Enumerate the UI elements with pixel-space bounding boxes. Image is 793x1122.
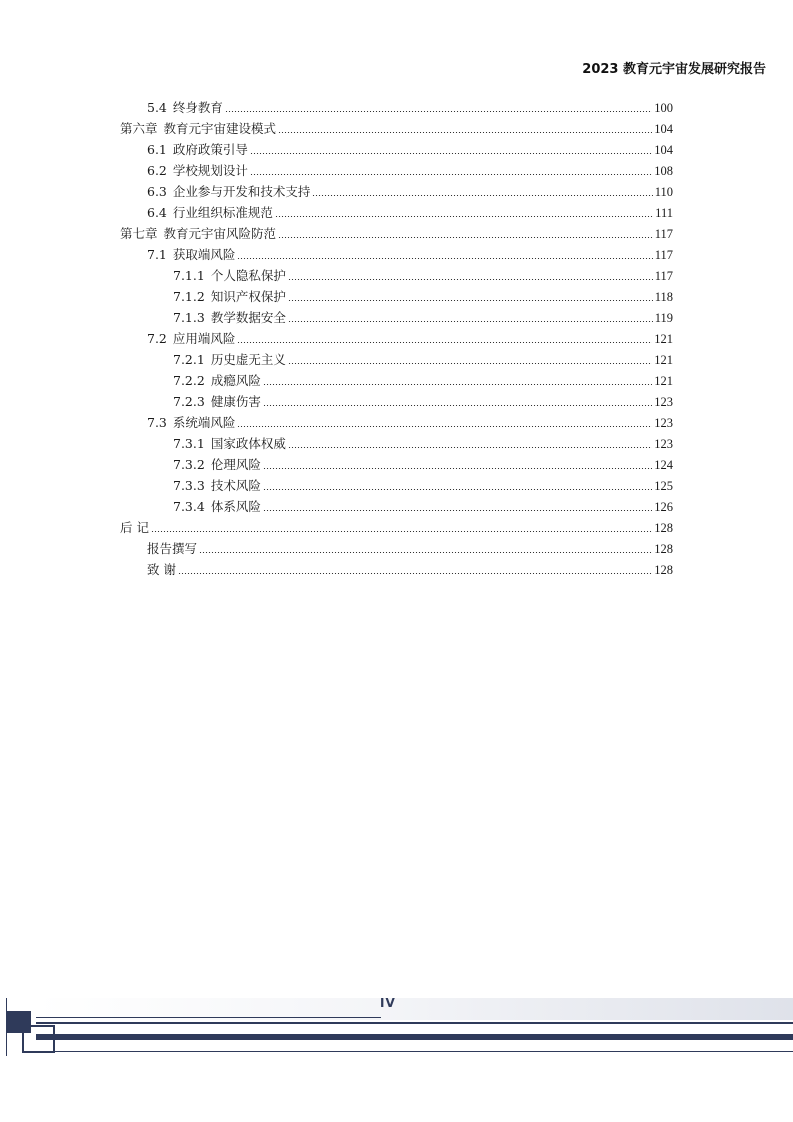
toc-page-number: 128 xyxy=(654,521,673,535)
toc-entry-number: 7.2.1 xyxy=(173,352,205,367)
toc-page-number: 121 xyxy=(654,374,673,388)
toc-entry-number: 6.3 xyxy=(147,184,167,199)
toc-page-number: 117 xyxy=(654,269,673,283)
toc-leader-dots xyxy=(199,552,652,553)
toc-entry-6-3[interactable] xyxy=(147,181,673,202)
toc-entry-7-2-2[interactable] xyxy=(173,370,673,391)
toc-entry-title: 成瘾风险 xyxy=(210,373,261,388)
toc-entry-chapter-7[interactable] xyxy=(120,223,673,244)
toc-leader-dots xyxy=(288,300,653,301)
toc-entry-number: 5.4 xyxy=(147,100,167,115)
running-header-title: 2023 教育元宇宙发展研究报告 xyxy=(582,62,766,77)
toc-entry-title: 致 谢 xyxy=(147,562,176,577)
toc-entry-7-2-1[interactable] xyxy=(173,349,673,370)
toc-entry-7-3-4[interactable] xyxy=(173,496,673,517)
toc-entry-title: 国家政体权威 xyxy=(210,436,286,451)
toc-leader-dots xyxy=(288,321,653,322)
toc-leader-dots xyxy=(288,363,652,364)
toc-entry-title: 获取端风险 xyxy=(172,247,236,262)
toc-entry-7-1-1[interactable] xyxy=(173,265,673,286)
toc-entry-title: 教育元宇宙风险防范 xyxy=(163,226,277,241)
toc-entry-6-1[interactable] xyxy=(147,139,673,160)
toc-entry-title: 伦理风险 xyxy=(210,457,261,472)
toc-entry-title: 健康伤害 xyxy=(210,394,261,409)
toc-entry-title: 体系风险 xyxy=(210,499,261,514)
toc-page-number: 108 xyxy=(654,164,673,178)
toc-entry-7-3[interactable] xyxy=(147,412,673,433)
toc-entry-number: 7.2 xyxy=(147,331,167,346)
toc-leader-dots xyxy=(263,468,652,469)
toc-leader-dots xyxy=(288,279,653,280)
toc-leader-dots xyxy=(263,384,652,385)
toc-entry-title: 知识产权保护 xyxy=(210,289,286,304)
toc-entry-title: 报告撰写 xyxy=(147,541,198,556)
toc-entry-number: 7.1 xyxy=(147,247,167,262)
toc-entry-7-1-2[interactable] xyxy=(173,286,673,307)
toc-page-number: 117 xyxy=(654,227,673,241)
toc-page-number: 100 xyxy=(654,101,673,115)
toc-leader-dots xyxy=(237,258,652,259)
toc-entry-7-3-3[interactable] xyxy=(173,475,673,496)
toc-page-number: 111 xyxy=(655,206,673,220)
toc-entry-number: 7.3.2 xyxy=(173,457,205,472)
toc-entry-7-3-2[interactable] xyxy=(173,454,673,475)
toc-entry-number: 6.4 xyxy=(147,205,167,220)
toc-entry-afterword[interactable] xyxy=(120,517,673,538)
toc-page-number: 123 xyxy=(654,395,673,409)
toc-entry-title: 学校规划设计 xyxy=(172,163,248,178)
page-number: IV xyxy=(380,996,396,1010)
toc-leader-dots xyxy=(275,216,653,217)
toc-leader-dots xyxy=(250,153,652,154)
toc-entry-title: 后 记 xyxy=(120,520,149,535)
toc-page-number: 128 xyxy=(654,563,673,577)
toc-entry-title: 企业参与开发和技术支持 xyxy=(172,184,311,199)
toc-page-number: 118 xyxy=(654,290,673,304)
toc-leader-dots xyxy=(278,132,652,133)
toc-entry-number: 7.1.1 xyxy=(173,268,205,283)
toc-entry-number: 6.2 xyxy=(147,163,167,178)
toc-entry-title: 政府政策引导 xyxy=(172,142,248,157)
toc-entry-number: 第七章 xyxy=(120,226,158,241)
footer-outline-square-decoration xyxy=(22,1025,55,1053)
toc-page-number: 104 xyxy=(654,122,673,136)
toc-leader-dots xyxy=(263,510,652,511)
footer-rule-thin xyxy=(36,1017,381,1018)
toc-entry-title: 应用端风险 xyxy=(172,331,236,346)
toc-entry-title: 历史虚无主义 xyxy=(210,352,286,367)
toc-entry-chapter-6[interactable] xyxy=(120,118,673,139)
toc-leader-dots xyxy=(250,174,652,175)
toc-leader-dots xyxy=(278,237,653,238)
toc-entry-number: 6.1 xyxy=(147,142,167,157)
toc-entry-acknowledgements[interactable] xyxy=(147,559,673,580)
toc-entry-title: 教学数据安全 xyxy=(210,310,286,325)
toc-entry-title: 个人隐私保护 xyxy=(210,268,286,283)
toc-page-number: 128 xyxy=(654,542,673,556)
toc-leader-dots xyxy=(312,195,652,196)
toc-page-number: 119 xyxy=(654,311,673,325)
toc-page-number: 121 xyxy=(654,353,673,367)
toc-entry-number: 7.3.1 xyxy=(173,436,205,451)
toc-leader-dots xyxy=(237,426,652,427)
toc-page-number: 124 xyxy=(654,458,673,472)
footer-dark-band xyxy=(36,1034,793,1040)
toc-entry-6-2[interactable] xyxy=(147,160,673,181)
toc-entry-number: 7.1.3 xyxy=(173,310,205,325)
toc-entry-title: 终身教育 xyxy=(172,100,223,115)
toc-entry-7-1[interactable] xyxy=(147,244,673,265)
toc-entry-title: 教育元宇宙建设模式 xyxy=(163,121,277,136)
toc-page-number: 110 xyxy=(654,185,673,199)
toc-entry-5-4[interactable] xyxy=(147,97,673,118)
toc-entry-number: 7.1.2 xyxy=(173,289,205,304)
toc-leader-dots xyxy=(263,405,652,406)
toc-page-number: 104 xyxy=(654,143,673,157)
toc-leader-dots xyxy=(263,489,652,490)
page-footer xyxy=(0,990,793,1060)
toc-leader-dots xyxy=(237,342,652,343)
toc-entry-title: 技术风险 xyxy=(210,478,261,493)
toc-page-number: 126 xyxy=(654,500,673,514)
toc-entry-number: 7.2.3 xyxy=(173,394,205,409)
toc-entry-report-writing[interactable] xyxy=(147,538,673,559)
toc-page-number: 121 xyxy=(654,332,673,346)
toc-entry-number: 7.3.3 xyxy=(173,478,205,493)
toc-entry-6-4[interactable] xyxy=(147,202,673,223)
toc-entry-number: 7.2.2 xyxy=(173,373,205,388)
toc-leader-dots xyxy=(178,573,652,574)
footer-rule xyxy=(36,1022,793,1024)
toc-page-number: 123 xyxy=(654,437,673,451)
toc-page-number: 125 xyxy=(654,479,673,493)
toc-entry-title: 系统端风险 xyxy=(172,415,236,430)
toc-leader-dots xyxy=(225,111,652,112)
toc-entry-number: 7.3.4 xyxy=(173,499,205,514)
toc-entry-number: 第六章 xyxy=(120,121,158,136)
toc-entry-7-3-1[interactable] xyxy=(173,433,673,454)
toc-entry-title: 行业组织标准规范 xyxy=(172,205,273,220)
toc-page-number: 117 xyxy=(654,248,673,262)
toc-entry-7-1-3[interactable] xyxy=(173,307,673,328)
footer-bottom-rule xyxy=(22,1051,793,1052)
toc-leader-dots xyxy=(288,447,652,448)
toc-entry-number: 7.3 xyxy=(147,415,167,430)
toc-leader-dots xyxy=(151,531,652,532)
toc-entry-7-2[interactable] xyxy=(147,328,673,349)
toc-page-number: 123 xyxy=(654,416,673,430)
toc-entry-7-2-3[interactable] xyxy=(173,391,673,412)
